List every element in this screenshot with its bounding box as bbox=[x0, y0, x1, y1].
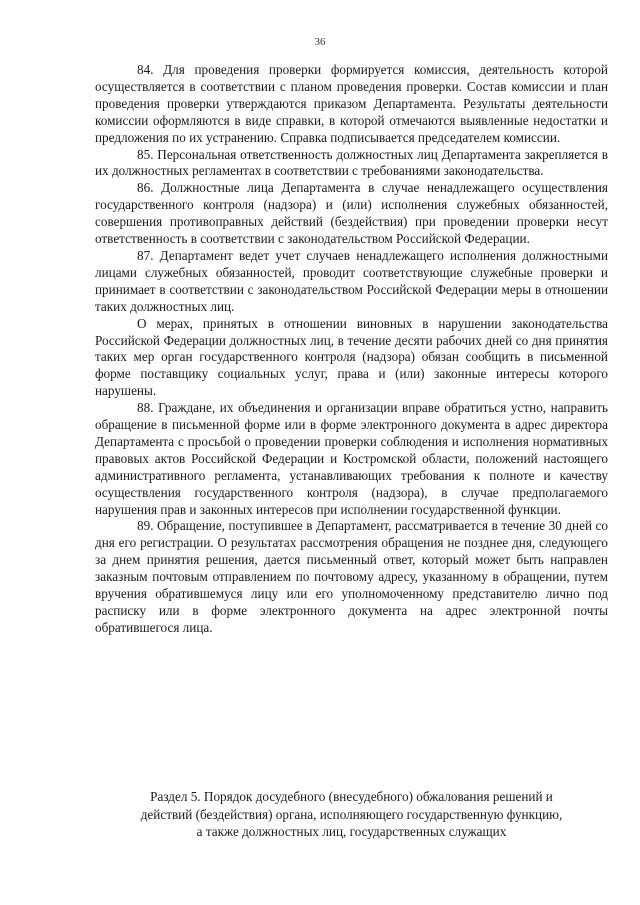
paragraph-84: 84. Для проведения проверки формируется комиссия, деятельность которой осуществляется в соответствии с планом проведения проверки. Состав комиссии и план проведения проверки утверждаются приказом Департамента. Результаты деятельности комиссии оформляются в виде справки, в которой отмечаются выявленные недостатки и предложения по их устранению. Справка подписывается председателем комиссии. bbox=[95, 62, 608, 145]
paragraph-85: 85. Персональная ответственность должностных лиц Департамента закрепляется в их должностных регламентах в соответствии с требованиями законодательства. bbox=[95, 146, 608, 179]
paragraph-87-measures: О мерах, принятых в отношении виновных в нарушении законодательства Российской Федерации должностных лиц, в течение десяти рабочих дней со дня принятия таких мер орган государственного контроля (надзора) обязан сообщить в письменной форме поставщику социальных услуг, права и (или) законные интересы которого нарушены. bbox=[95, 315, 608, 399]
section-heading-line-3: а также должностных лиц, государственных служащих bbox=[196, 824, 507, 839]
paragraph-87: 87. Департамент ведет учет случаев ненадлежащего исполнения должностными лицами служебных обязанностей, проводит соответствующие служебные проверки и принимает в соответствии с законодательством Российской Федерации меры в отношении таких должностных лиц. bbox=[95, 247, 608, 314]
paragraph-88: 88. Граждане, их объединения и организации вправе обратиться устно, направить обращение в письменной форме или в форме электронного документа в адрес директора Департамента с просьбой о проведении проверки соблюдения и исполнения нормативных правовых актов Российской Федерации и Костромской области, положений настоящего административного регламента, устанавливающих требования к полноте и качеству осуществления государственного контроля (надзора), в случае предполагаемого нарушения прав и законных интересов при исполнении государственной функции. bbox=[95, 400, 608, 517]
page-number: 36 bbox=[314, 36, 326, 48]
section-heading-line-2: действий (бездействия) органа, исполняющего государственную функцию, bbox=[140, 806, 563, 822]
document-body bbox=[95, 62, 608, 637]
section-5-heading bbox=[95, 788, 608, 841]
section-heading-line-1: Раздел 5. Порядок досудебного (внесудебного) обжалования решений и bbox=[150, 789, 553, 804]
paragraph-89: 89. Обращение, поступившее в Департамент, рассматривается в течение 30 дней со дня его регистрации. О результатах рассмотрения обращения не позднее дня, следующего за днем принятия решения, дается письменный ответ, который может быть направлен заказным почтовым отправлением по почтовому адресу, указанному в обращении, путем вручения обратившемуся лицу или его уполномоченному представителю лично под расписку или в форме электронного документа на адрес электронной почты обратившегося лица. bbox=[95, 518, 608, 635]
paragraph-86: 86. Должностные лица Департамента в случае ненадлежащего осуществления государственного контроля (надзора) и (или) исполнения служебных обязанностей, совершения противоправных действий (бездействия) при проведении проверки несут ответственность в соответствии с законодательством Российской Федерации. bbox=[95, 180, 608, 247]
